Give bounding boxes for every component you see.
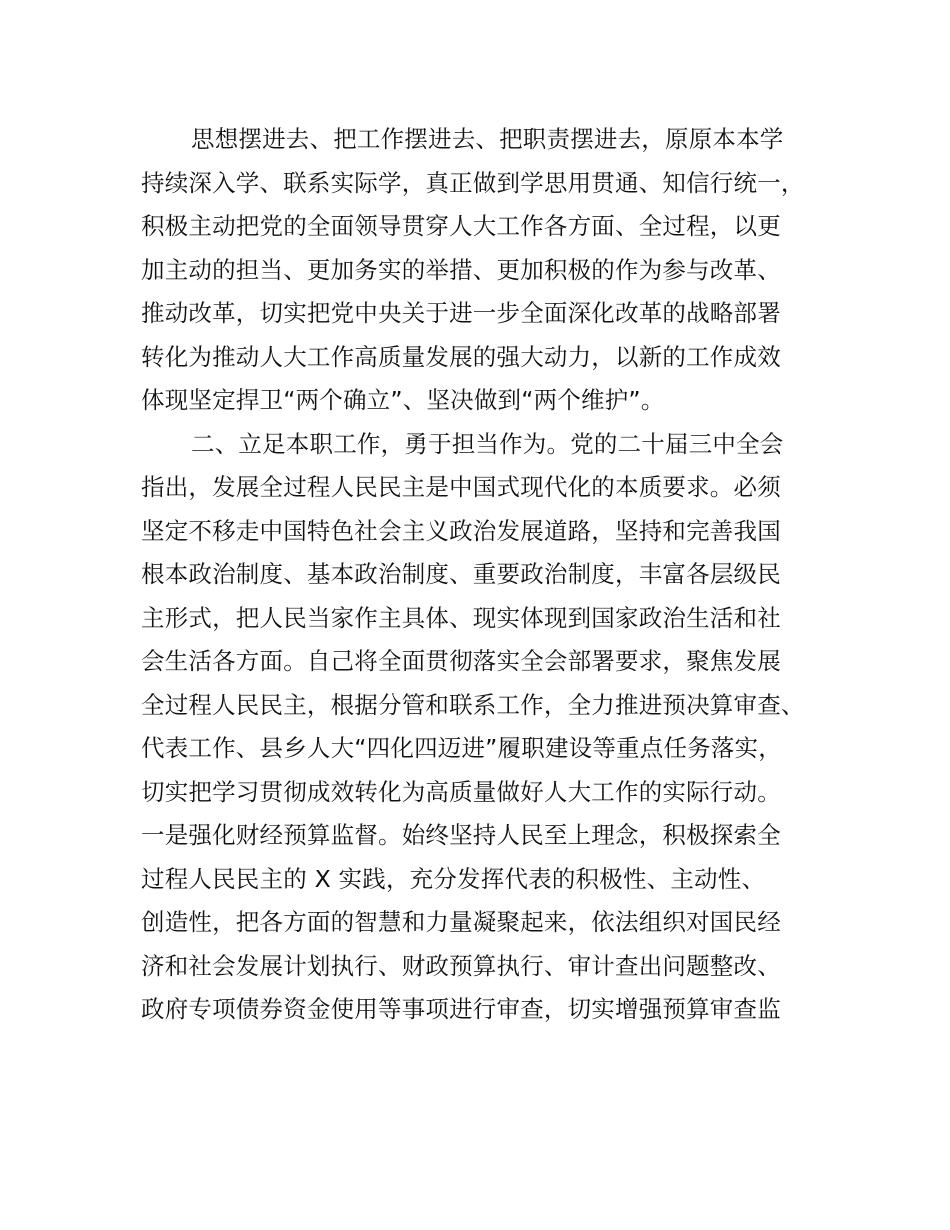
paragraph-line: 思想摆进去、把工作摆进去、把职责摆进去，原原本本学 bbox=[191, 125, 784, 153]
paragraph-line: 一是强化财经预算监督。始终坚持人民至上理念，积极探索全 bbox=[141, 821, 781, 849]
paragraph-line: 全过程人民民主，根据分管和联系工作，全力推进预决算审查、 bbox=[141, 690, 805, 719]
paragraph-line: 代表工作、县乡人大“四化四迈进”履职建设等重点任务落实， bbox=[141, 734, 782, 762]
section-heading-line: 二、立足本职工作，勇于担当作为。党的二十届三中全会 bbox=[191, 429, 784, 458]
paragraph-line: 加主动的担当、更加务实的举措、更加积极的作为参与改革、 bbox=[141, 255, 781, 284]
paragraph-line: 主形式，把人民当家作主具体、现实体现到国家政治生活和社 bbox=[141, 603, 781, 632]
paragraph-line: 转化为推动人大工作高质量发展的强大动力，以新的工作成效 bbox=[141, 342, 781, 371]
paragraph-line: 根本政治制度、基本政治制度、重要政治制度，丰富各层级民 bbox=[141, 560, 781, 588]
paragraph-line: 切实把学习贯彻成效转化为高质量做好人大工作的实际行动。 bbox=[141, 777, 781, 806]
paragraph-line: 积极主动把党的全面领导贯穿人大工作各方面、全过程，以更 bbox=[141, 212, 781, 240]
paragraph-line: 政府专项债券资金使用等事项进行审查，切实增强预算审查监 bbox=[141, 995, 781, 1023]
paragraph-line: 创造性，把各方面的智慧和力量凝聚起来，依法组织对国民经 bbox=[141, 908, 781, 936]
paragraph-line: 过程人民民主的 X 实践，充分发挥代表的积极性、主动性、 bbox=[141, 864, 766, 893]
paragraph-line: 推动改革，切实把党中央关于进一步全面深化改革的战略部署 bbox=[141, 299, 781, 327]
paragraph-line: 体现坚定捍卫“两个确立”、坚决做到“两个维护”。 bbox=[141, 386, 665, 414]
document-body bbox=[141, 118, 841, 1032]
paragraph-line: 持续深入学、联系实际学，真正做到学思用贯通、知信行统一， bbox=[141, 168, 805, 197]
paragraph-line: 会生活各方面。自己将全面贯彻落实全会部署要求，聚焦发展 bbox=[141, 647, 781, 675]
paragraph-line: 指出，发展全过程人民民主是中国式现代化的本质要求。必须 bbox=[141, 473, 781, 501]
paragraph-line: 坚定不移走中国特色社会主义政治发展道路，坚持和完善我国 bbox=[141, 516, 781, 545]
paragraph-line: 济和社会发展计划执行、财政预算执行、审计查出问题整改、 bbox=[141, 951, 781, 980]
